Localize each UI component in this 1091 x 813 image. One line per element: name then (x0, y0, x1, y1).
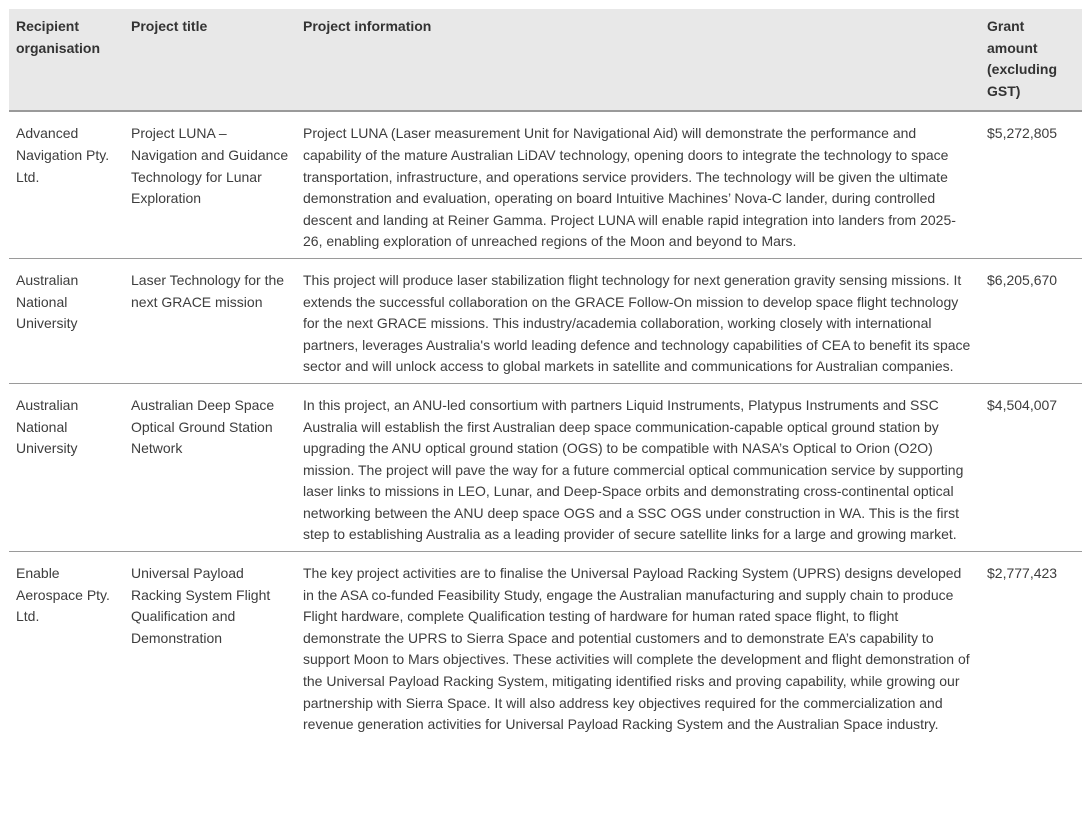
cell-organisation: Australian National University (9, 383, 124, 551)
cell-project-title: Australian Deep Space Optical Ground Station Network (124, 383, 296, 551)
cell-project-title: Universal Payload Racking System Flight Qualification and Demonstration (131, 565, 271, 646)
grants-table (9, 9, 1082, 741)
table-row (9, 258, 1082, 383)
cell-project-information: This project will produce laser stabilization flight technology for next generation gravity sensing missions. It extends the successful collaboration on the GRACE Follow-On mission to develop space flight technology for the next GRACE missions. This industry/academia collaboration, working closely with international partners, leverages Australia's world leading defence and technology capabilities of CEA to benefit its space sector and will unlock access to global markets in satellite and communications for Australian companies. (296, 258, 980, 383)
cell-grant-amount: $5,272,805 (980, 111, 1082, 258)
cell-project-information: The key project activities are to finalise the Universal Payload Racking System (UPRS) designs developed in the ASA co-funded Feasibility Study, engage the Australian manufacturing and supply chain to produce Flight hardware, complete Qualification testing of hardware for human rated space flight, to flight demonstrate the UPRS to Sierra Space and potential customers and to demonstrate EA’s capability to support Moon to Mars objectives. These activities will complete the development and flight demonstration of the Universal Payload Racking System, mitigating identified risks and proving capability, while growing our partnership with Sierra Space. It will also address key objectives required for the commercialization and revenue generation activities for Universal Payload Racking System and the Australian Space industry. (303, 565, 970, 733)
table-row (9, 111, 1082, 258)
cell-project-title: Laser Technology for the next GRACE mission (124, 258, 296, 383)
table-row (9, 552, 1082, 741)
cell-grant-amount: $6,205,670 (980, 258, 1082, 383)
table-header (9, 9, 1082, 111)
cell-project-information: In this project, an ANU-led consortium with partners Liquid Instruments, Platypus Instruments and SSC Australia will establish the first Australian deep space communication-capable optical ground station by upgrading the ANU optical ground station (OGS) to be compatible with NASA’s Optical to Orion (O2O) mission. The project will pave the way for a future commercial optical communication service by supporting laser links to missions in LEO, Lunar, and Deep-Space orbits and demonstrating cross-continental optical networking between the ANU deep space OGS and a SSC OGS under construction in WA. This is the first step to establishing Australia as a leading provider of secure satellite links for a large and growing market. (296, 383, 980, 551)
grants-table-container (9, 9, 1082, 741)
cell-project-information: Project LUNA (Laser measurement Unit for Navigational Aid) will demonstrate the performance and capability of the mature Australian LiDAV technology, opening doors to integrate the technology to space transportation, infrastructure, and operations service providers. The technology will be given the ultimate demonstration and evaluation, operating on board Intuitive Machines’ Nova-C lander, during controlled descent and landing at Reiner Gamma. Project LUNA will enable rapid integration into landers from 2025-26, enabling exploration of unreached regions of the Moon and beyond to Mars. (296, 111, 980, 258)
cell-organisation: Enable Aerospace Pty. Ltd. (16, 565, 110, 625)
header-recipient-organisation: Recipient organisation (9, 9, 124, 111)
header-project-title: Project title (124, 9, 296, 111)
header-project-information: Project information (296, 9, 980, 111)
table-body (9, 111, 1082, 740)
table-row (9, 383, 1082, 551)
cell-grant-amount: $2,777,423 (987, 565, 1058, 582)
cell-organisation: Advanced Navigation Pty. Ltd. (9, 111, 124, 258)
cell-grant-amount: $4,504,007 (980, 383, 1082, 551)
header-grant-amount: Grant amount (excluding GST) (980, 9, 1082, 111)
cell-project-title: Project LUNA – Navigation and Guidance Technology for Lunar Exploration (124, 111, 296, 258)
cell-organisation: Australian National University (9, 258, 124, 383)
header-row (9, 9, 1082, 111)
